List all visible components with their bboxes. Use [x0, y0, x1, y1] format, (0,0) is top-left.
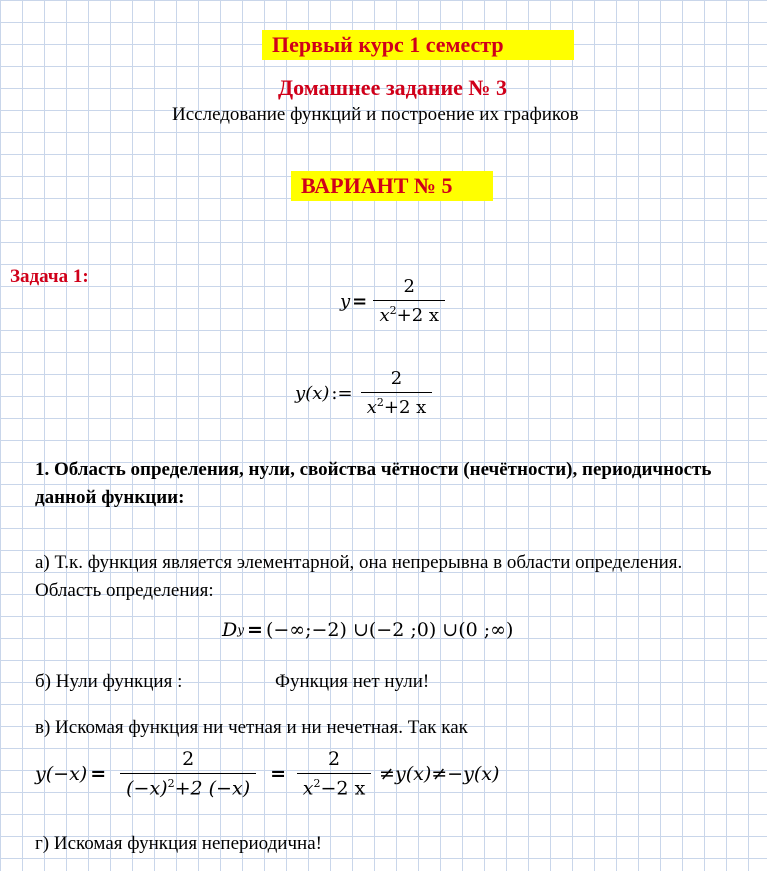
domain-sub: y [237, 623, 245, 637]
parity-rhs: ≠y(x)≠−y(x) [379, 762, 500, 785]
def-den-var: x [366, 397, 377, 418]
parity-den1-b: +2 (−x) [174, 777, 251, 800]
paragraph-c: в) Искомая функция ни четная и ни нечетная. Так как [35, 717, 468, 738]
paragraph-b-label: б) Нули функция : [35, 671, 183, 692]
parity-den2-b: −2 x [320, 777, 366, 800]
den-rest: +2 x [396, 305, 440, 326]
parity-eq2: = [270, 762, 287, 785]
parity-den1-a: (−x) [126, 777, 168, 800]
paragraph-b-text: Функция нет нули! [275, 671, 430, 692]
function-formula [340, 276, 449, 326]
parity-num1: 2 [182, 748, 195, 770]
def-den-rest: +2 x [383, 397, 427, 418]
parity-den2-exp: 2 [313, 777, 321, 790]
definition-denominator [361, 392, 433, 418]
paragraph-a: а) Т.к. функция является элементарной, она непрерывна в области определения. Область определения: [35, 552, 683, 601]
formula-denominator [373, 300, 445, 326]
domain-lhs: D [222, 619, 238, 641]
domain-rhs: (−∞;−2) ∪(−2 ;0) ∪(0 ;∞) [265, 619, 514, 641]
parity-num2: 2 [328, 748, 341, 770]
den-var: x [379, 305, 390, 326]
function-definition [295, 368, 439, 418]
topic-title: Исследование функций и построение их графиков [172, 104, 579, 125]
formula-numerator: 2 [403, 276, 415, 297]
variant-title: ВАРИАНТ № 5 [291, 171, 493, 201]
parity-den1 [120, 773, 256, 799]
den-exp: 2 [389, 304, 397, 317]
parity-den1-exp: 2 [167, 777, 175, 790]
parity-formula [35, 748, 499, 799]
parity-fraction-2 [289, 748, 379, 799]
parity-lhs: y(−x) [35, 762, 88, 785]
homework-title: Домашнее задание № 3 [278, 75, 508, 100]
parity-eq1: = [90, 762, 107, 785]
parity-den2-x: x [302, 777, 314, 800]
paragraph-d: г) Искомая функция непериодична! [35, 833, 322, 854]
course-title: Первый курс 1 семестр [262, 30, 574, 60]
def-den-exp: 2 [376, 396, 384, 409]
domain-formula [222, 619, 513, 641]
definition-fraction [355, 368, 439, 418]
domain-eq: = [247, 619, 263, 641]
definition-numerator: 2 [390, 368, 403, 389]
formula-eq: = [352, 290, 368, 312]
formula-lhs: y [340, 290, 351, 312]
task-label: Задача 1: [10, 266, 89, 287]
parity-den2 [297, 773, 371, 799]
definition-eq: := [331, 382, 353, 404]
definition-lhs: y(x) [295, 382, 330, 404]
formula-fraction [369, 276, 449, 326]
parity-fraction-1 [109, 748, 267, 799]
section-heading: 1. Область определения, нули, свойства чётности (нечётности), периодичность данной функции: [35, 459, 712, 508]
